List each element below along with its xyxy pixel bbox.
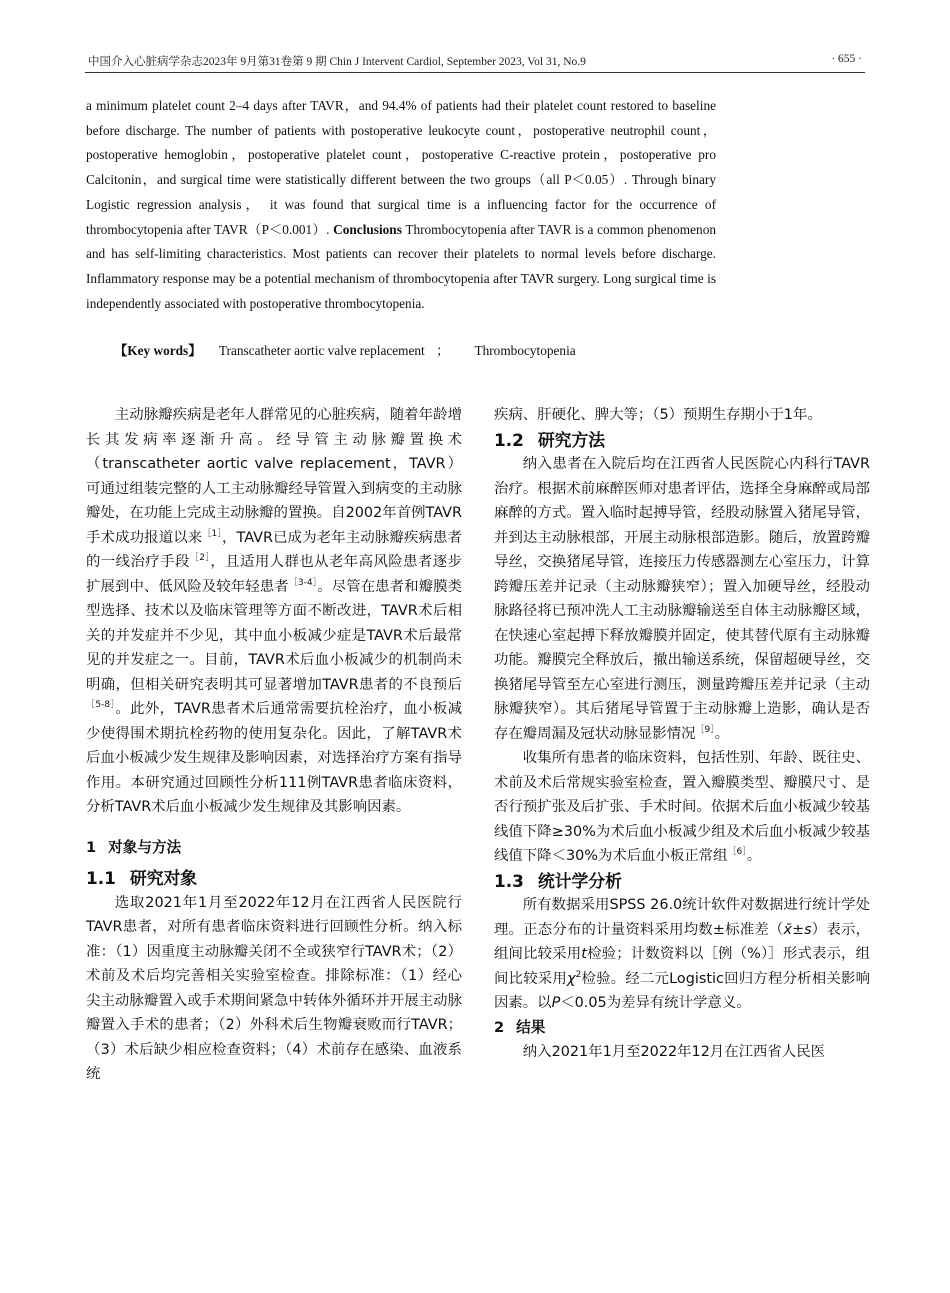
abstract-results-text: a minimum platelet count 2–4 days after TAVR，and 94.4% of patients had their platelet count restored to baseline before discharge. The number of patients with postoperative leukocyte count，postoperative neutrophil count，postoperative hemoglobin，postoperative platelet count，postoperative C-reactive protein，postoperative pro Calcitonin，and surgical time were statistically different between the two groups（all P＜0.05）. Through binary Logistic regression analysis， it was found that surgical time is a influencing factor for the occurrence of thrombocytopenia after TAVR（P＜0.001）.: [86, 98, 716, 237]
subsection-title: 研究方法: [537, 429, 606, 450]
results-paragraph: 纳入2021年1月至2022年12月在江西省人民医: [522, 1044, 825, 1060]
keywords-line: [114, 340, 576, 359]
punct: 。: [746, 848, 762, 864]
study-subjects-continuation: 疾病、肝硬化、脾大等；（5）预期生存期小于1年。: [494, 407, 822, 423]
abstract-conclusions-text: Thrombocytopenia after TAVR is a common phenomenon and has self-limiting characteristics. Most patients can recover their platelets to normal levels before discharge. Inflammatory response may be a potential mechanism of thrombocytopenia after TAVR surgery. Long surgical time is independently associated with postoperative thrombocytopenia.: [86, 221, 716, 311]
section-title: 对象与方法: [108, 838, 182, 856]
methods-paragraph: [494, 746, 870, 869]
keyword-separator: ；: [436, 343, 450, 358]
citation-ref: ［9］: [695, 724, 715, 735]
section-title: 结果: [516, 1018, 546, 1036]
keywords-label: 【Key words】: [114, 343, 202, 358]
citation-ref: ［2］: [189, 553, 211, 564]
section-heading: [494, 1016, 870, 1041]
page-number: · 655 ·: [831, 53, 862, 65]
methods-paragraph: [494, 452, 870, 746]
t-symbol: t: [581, 946, 587, 962]
stats-text: 检验；计数资料以［例（%）］形式表示，组间比较采用: [494, 946, 870, 987]
abstract-continuation: [86, 94, 716, 316]
subsection-heading: [494, 428, 870, 453]
citation-ref: ［3-4］: [288, 577, 318, 588]
subsection-title: 统计学分析: [537, 870, 622, 891]
spacer: [86, 820, 462, 836]
journal-citation: 中国介入心脏病学杂志2023年 9月第31卷第 9 期 Chin J Intervent Cardiol, September 2023, Vol 31, No.9: [88, 56, 586, 68]
conclusions-label: Conclusions: [333, 221, 402, 237]
citation-ref: ［1］: [202, 528, 222, 539]
subsection-heading: [494, 869, 870, 894]
p-symbol: P: [551, 995, 561, 1011]
intro-paragraph: [86, 403, 462, 820]
subsection-number: 1.3: [494, 870, 524, 891]
punct: 。: [714, 725, 730, 742]
methods-text: 收集所有患者的临床资料，包括性别、年龄、既往史、术前及术后常规实验室检查，置入瓣膜类型、瓣膜尺寸、是否行预扩张及后扩张、手术时间。依据术后血小板减少较基线值下降≥30%为术后血小板减少组及术后血小板减少较基线值下降＜30%为术后血小板正常组: [494, 750, 870, 864]
subsection-title: 研究对象: [129, 868, 198, 888]
stats-text: ＜0.05为差异有统计学意义。: [560, 995, 751, 1011]
keyword-2: Thrombocytopenia: [474, 343, 576, 358]
subsection-number: 1.1: [86, 868, 116, 888]
chi-symbol: χ: [567, 970, 576, 987]
intro-text-2: ，TAVR已成为老年主动脉瓣疾病患者的一线治疗手段: [86, 529, 462, 570]
methods-text: 纳入患者在入院后均在江西省人民医院心内科行TAVR治疗。根据术前麻醉医师对患者评估，选择全身麻醉或局部麻醉的方式。置入临时起搏导管，经股动脉置入猪尾导管，并到达主动脉根部，开展主动脉根部造影。随后，放置跨瓣导丝，交换猪尾导管，连接压力传感器测左心室压力，计算跨瓣压差并记录（主动脉瓣狭窄）；置入加硬导丝，经股动脉路径将已预冲洗人工主动脉瓣输送至自体主动脉瓣区域，在快速心室起搏下释放瓣膜并固定，使其替代原有主动脉瓣功能。瓣膜完全释放后，撤出输送系统，保留超硬导丝，交换猪尾导管至左心室进行测压，测量跨瓣压差并记录（主动脉瓣狭窄）。其后猪尾导管置于主动脉瓣上造影，确认是否存在瓣周漏及冠状动脉显影情况: [494, 456, 870, 742]
intro-text-1: 主动脉瓣疾病是老年人群常见的心脏疾病，随着年龄增长其发病率逐渐升高。经导管主动脉瓣置换术（transcatheter aortic valve replacement，TAVR）可通过组装完整的人工主动脉瓣经导管置入到病变的主动脉瓣处，在功能上完成主动脉瓣的置换。自2002年首例TAVR手术成功报道以来: [86, 407, 462, 546]
left-column: [86, 403, 462, 1087]
citation-ref: ［5-8］: [86, 700, 116, 711]
subsection-number: 1.2: [494, 429, 524, 450]
header-rule: [85, 72, 865, 73]
chi-superscript: 2: [575, 969, 582, 980]
intro-text-3: ，且适用人群也从老年高风险患者逐步扩展到中、低风险及较年轻患者: [86, 554, 462, 595]
intro-text-4: 。尽管在患者和瓣膜类型选择、技术以及临床管理等方面不断改进，TAVR术后相关的并发症并不少见，其中血小板减少症是TAVR术后最常见的并发症之一。目前，TAVR术后血小板减少的机制尚未明确，但相关研究表明其可显著增加TAVR患者的不良预后: [86, 578, 462, 693]
intro-text-5: 。此外，TAVR患者术后通常需要抗栓治疗，血小板减少使得围术期抗栓药物的使用复杂化。因此，了解TAVR术后血小板减少发生规律及影响因素，对选择治疗方案有指导作用。本研究通过回顾性分析111例TAVR患者临床资料，分析TAVR术后血小板减少发生规律及其影响因素。: [86, 701, 462, 815]
section-heading: [86, 836, 462, 861]
section-number: 2: [494, 1018, 505, 1036]
keyword-1: Transcatheter aortic valve replacement: [218, 343, 425, 358]
stats-text: ）表示，组间比较采用: [494, 921, 870, 962]
stats-text: 检验。经二元Logistic回归方程分析相关影响因素。以: [494, 970, 870, 1011]
statistics-paragraph: [494, 893, 870, 1016]
subsection-heading: [86, 866, 462, 891]
citation-ref: ［6］: [727, 847, 747, 858]
stats-text: 所有数据采用SPSS 26.0统计软件对数据进行统计学处理。正态分布的计量资料采用均数±标准差（: [494, 897, 870, 938]
right-column: [494, 403, 870, 1065]
study-subjects-paragraph: 选取2021年1月至2022年12月在江西省人民医院行TAVR患者，对所有患者临床资料进行回顾性分析。纳入标准：（1）因重度主动脉瓣关闭不全或狭窄行TAVR术；（2）术前及术后均完善相关实验室检查。排除标准：（1）经心尖主动脉瓣置入或手术期间紧急中转体外循环并开展主动脉瓣置入手术的患者；（2）外科术后生物瓣衰败而行TAVR；（3）术后缺少相应检查资料；（4）术前存在感染、血液系统: [86, 894, 462, 1082]
mean-sd-symbol: x̄±s: [783, 921, 812, 938]
section-number: 1: [86, 838, 97, 856]
